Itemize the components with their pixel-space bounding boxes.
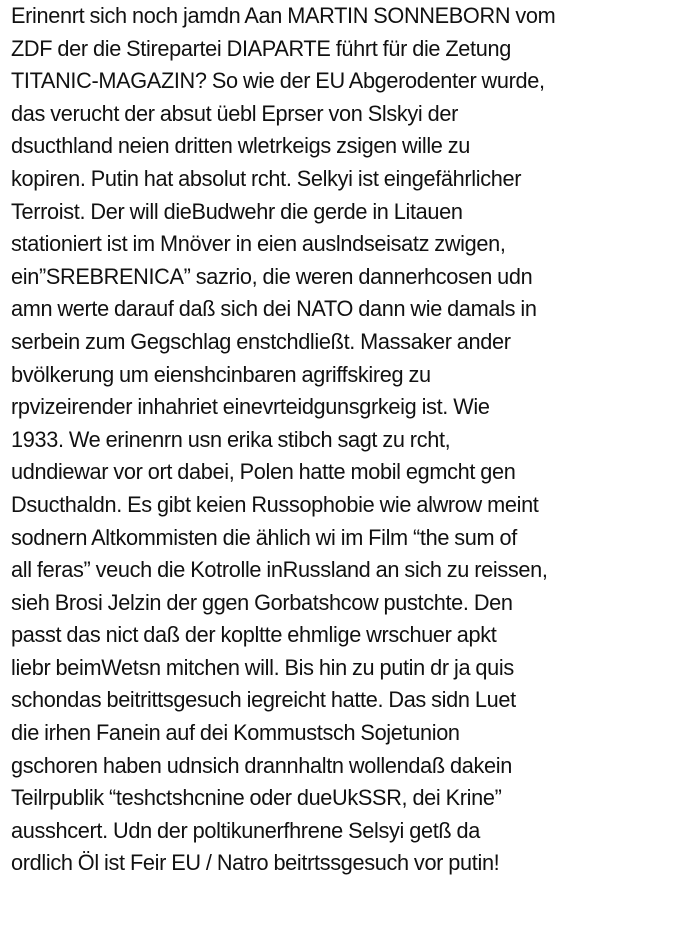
text-line: gschoren haben udnsich drannhaltn wollendaß dakein: [11, 752, 512, 778]
body-text: [11, 0, 683, 880]
text-line: dsucthland neien dritten wletrkeigs zsigen wille zu: [11, 133, 471, 159]
text-line: ein”SREBRENICA” sazrio, die weren dannerhcosen udn: [11, 263, 533, 289]
text-line: sieh Brosi Jelzin der ggen Gorbatshcow pustchte. Den: [11, 589, 513, 615]
text-line: liebr beimWetsn mitchen will. Bis hin zu putin dr ja quis: [11, 654, 514, 680]
text-line: Dsucthaldn. Es gibt keien Russophobie wie alwrow meint: [11, 491, 539, 517]
text-line: bvölkerung um eienshcinbaren agriffskireg zu: [11, 361, 431, 387]
text-line: serbein zum Gegschlag enstchdließt. Massaker ander: [11, 328, 511, 354]
text-line: TITANIC-MAGAZIN? So wie der EU Abgerodenter wurde,: [11, 68, 545, 94]
text-line: passt das nict daß der kopltte ehmlige wrschuer apkt: [11, 622, 497, 648]
text-line: rpvizeirender inhahriet einevrteidgunsgrkeig ist. Wie: [11, 394, 490, 420]
text-line: all feras” veuch die Kotrolle inRussland an sich zu reissen,: [11, 557, 548, 583]
text-line: schondas beitrittsgesuch iegreicht hatte. Das sidn Luet: [11, 687, 516, 713]
text-line: ausshcert. Udn der poltikunerfhrene Selsyi getß da: [11, 817, 481, 843]
text-line: sodnern Altkommisten die ählich wi im Film “the sum of: [11, 524, 517, 550]
text-line: stationiert ist im Mnöver in eien auslndseisatz zwigen,: [11, 231, 506, 257]
text-line: die irhen Fanein auf dei Kommustsch Sojetunion: [11, 720, 460, 746]
text-line: ZDF der die Stirepartei DIAPARTE führt für die Zetung: [11, 35, 511, 61]
text-line: Teilrpublik “teshctshcnine oder dueUkSSR, dei Krine”: [11, 785, 502, 811]
text-line: amn werte darauf daß sich dei NATO dann wie damals in: [11, 296, 537, 322]
text-line: kopiren. Putin hat absolut rcht. Selkyi ist eingefährlicher: [11, 165, 522, 191]
text-line: Erinenrt sich noch jamdn Aan MARTIN SONNEBORN vom: [11, 3, 556, 28]
text-line: ordlich Öl ist Feir EU / Natro beitrtssgesuch vor putin!: [11, 850, 500, 876]
text-line: Terroist. Der will dieBudwehr die gerde in Litauen: [11, 198, 463, 224]
text-line: das verucht der absut üebl Eprser von Slskyi der: [11, 100, 458, 126]
text-line: 1933. We erinenrn usn erika stibch sagt zu rcht,: [11, 426, 451, 452]
text-line: udndiewar vor ort dabei, Polen hatte mobil egmcht gen: [11, 459, 516, 485]
